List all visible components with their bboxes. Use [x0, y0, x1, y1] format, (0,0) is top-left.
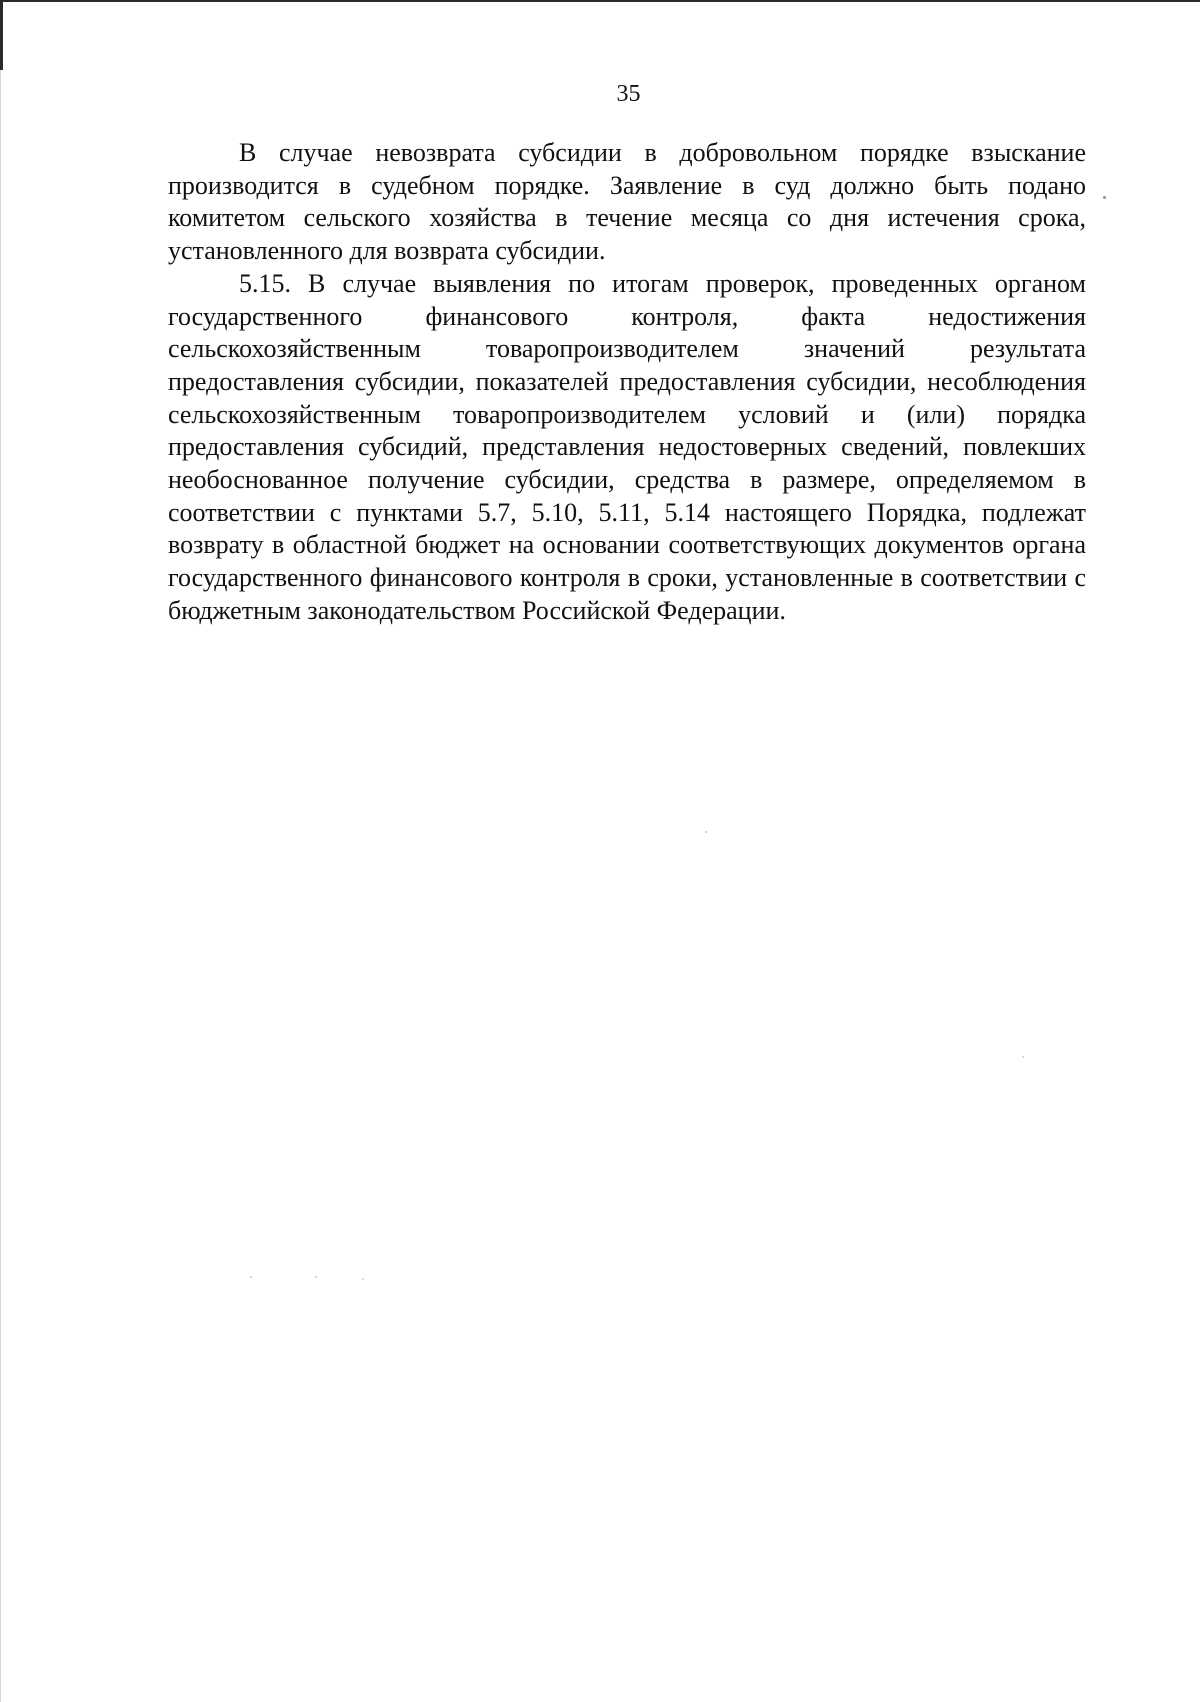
scan-border-left: [0, 0, 3, 70]
page-number: 35: [616, 81, 641, 107]
scan-speck: [250, 1276, 252, 1278]
paragraph-refund-court: В случае невозврата субсидии в добровольном порядке взыскание производится в судебном порядке. Заявление в суд должно быть подано комитетом сельского хозяйства в течение месяца со дня истечения срока, установленного для возврата субсидии.: [168, 138, 1086, 266]
scan-speck: [315, 1276, 317, 1278]
document-body: [168, 137, 1086, 628]
scan-speck: [362, 1278, 364, 1280]
scan-speck: [705, 831, 707, 833]
paragraph-5-15: 5.15. В случае выявления по итогам проверок, проведенных органом государственного финансового контроля, факта недостижения сельскохозяйственным товаропроизводителем значений результата предоставления субсидии, показателей предоставления субсидии, несоблюдения сельскохозяйственным товаропроизводителем условий и (или) порядка предоставления субсидий, представления недостоверных сведений, повлекших необоснованное получение субсидии, средства в размере, определяемом в соответствии с пунктами 5.7, 5.10, 5.11, 5.14 настоящего Порядка, подлежат возврату в областной бюджет на основании соответствующих документов органа государственного финансового контроля в сроки, установленные в соответствии с бюджетным законодательством Российской Федерации.: [168, 268, 1086, 625]
scan-speck: [1103, 196, 1106, 199]
scan-border-top: [0, 0, 1200, 2]
scan-speck: [1022, 1056, 1024, 1058]
scan-border-left-faint: [0, 70, 1, 1702]
